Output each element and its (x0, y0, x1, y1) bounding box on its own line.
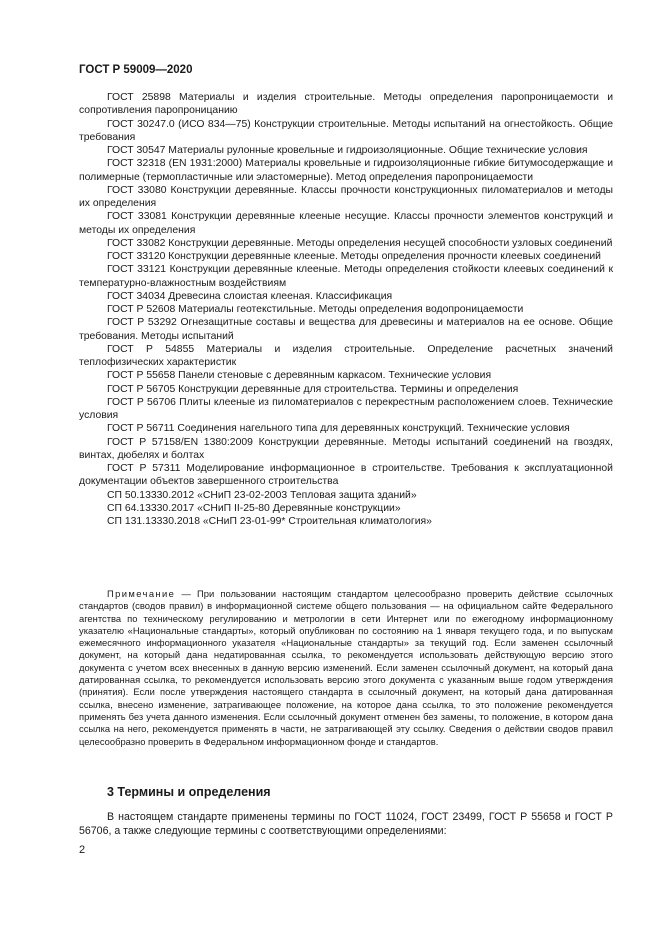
reference-item: ГОСТ 33082 Конструкции деревянные. Методы определения несущей способности узловых соединений (107, 237, 613, 249)
reference-item: ГОСТ 33121 Конструкции деревянные клееные. Методы определения стойкости клеевых соединений к температурно-влажностным воздействиям (79, 264, 613, 289)
reference-item: ГОСТ 25898 Материалы и изделия строительные. Методы определения паропроницаемости и сопротивления паропроницанию (79, 92, 613, 117)
section-intro: В настоящем стандарте применены термины по ГОСТ 11024, ГОСТ 23499, ГОСТ Р 55658 и ГОСТ Р 56706, а также следующие термины с соответствующими определениями: (79, 811, 613, 837)
note-label: Примечание (107, 588, 176, 599)
reference-item: ГОСТ Р 55658 Панели стеновые с деревянным каркасом. Технические условия (107, 370, 492, 382)
reference-item: ГОСТ Р 56711 Соединения нагельного типа для деревянных конструкций. Технические условия (107, 423, 570, 435)
page-number: 2 (79, 844, 86, 856)
note-text: — При пользовании настоящим стандартом целесообразно проверить действие ссылочных стандартов (сводов правил) в информационной системе общего пользования — на официальном сайте Федерального агентства по техническому регулированию и метрологии в сети Интернет или по ежегодному информационному указателю «Национальные стандарты», который опубликован по состоянию на 1 января текущего года, и по выпускам ежемесячного информационного указателя «Национальные стандарты» за текущий год. Если заменен ссылочный документ, на который дана недатированная ссылка, то рекомендуется использовать действующую версию этого документа с учетом всех внесенных в данную версию изменений. Если заменен ссылочный документ, на который дана датированная ссылка, то рекомендуется использовать версию этого документа с указанным выше годом утверждения (принятия). Если после утверждения настоящего стандарта в ссылочный документ, на который дана датированная ссылка, внесено изменение, затрагивающее положение, на которое дана ссылка, то это положение рекомендуется применять без учета данного изменения. Если ссылочный документ отменен без замены, то положение, в котором дана ссылка на него, рекомендуется применять в части, не затрагивающей эту ссылку. Сведения о действии сводов правил целесообразно проверить в Федеральном информационном фонде и стандартов. (79, 588, 613, 747)
reference-item: ГОСТ 33080 Конструкции деревянные. Классы прочности конструкционных пиломатериалов и методы их определения (79, 184, 613, 209)
reference-item: СП 64.13330.2017 «СНиП II-25-80 Деревянные конструкции» (107, 502, 401, 514)
reference-item: СП 50.13330.2012 «СНиП 23-02-2003 Тепловая защита зданий» (107, 489, 417, 501)
reference-item: ГОСТ 30547 Материалы рулонные кровельные и гидроизоляционные. Общие технические условия (107, 145, 588, 156)
reference-item: ГОСТ 33081 Конструкции деревянные клееные несущие. Классы прочности элементов конструкций и методы их определения (79, 211, 613, 236)
normative-references-list (79, 91, 613, 528)
document-header: ГОСТ Р 59009—2020 (79, 64, 193, 76)
reference-item: ГОСТ 30247.0 (ИСО 834—75) Конструкции строительные. Методы испытаний на огнестойкость. Общие требования (79, 118, 613, 143)
reference-item: ГОСТ Р 52608 Материалы геотекстильные. Методы определения водопроницаемости (107, 304, 524, 315)
reference-item: ГОСТ Р 57311 Моделирование информационное в строительстве. Требования к эксплуатационной документации объектов завершенного строительства (79, 463, 613, 488)
references-note (79, 588, 613, 748)
reference-item: ГОСТ Р 57158/EN 1380:2009 Конструкции деревянные. Методы испытаний соединений на гвоздях, винтах, дюбелях и болтах (79, 436, 613, 461)
reference-item: ГОСТ Р 56706 Плиты клееные из пиломатериалов с перекрестным расположением слоев. Технические условия (79, 396, 613, 421)
section-heading: 3 Термины и определения (107, 785, 271, 799)
reference-item: ГОСТ Р 54855 Материалы и изделия строительные. Определение расчетных значений теплофизических характеристик (79, 343, 613, 368)
reference-item: ГОСТ 34034 Древесина слоистая клееная. Классификация (107, 290, 393, 302)
reference-item: ГОСТ Р 56705 Конструкции деревянные для строительства. Термины и определения (107, 383, 519, 395)
reference-item: ГОСТ 32318 (EN 1931:2000) Материалы кровельные и гидроизоляционные гибкие битумосодержащие и полимерные (термопластичные или эластомерные). Метод определения паропроницаемости (79, 158, 613, 183)
reference-item: СП 131.13330.2018 «СНиП 23-01-99* Строительная климатология» (107, 516, 432, 527)
reference-item: ГОСТ 33120 Конструкции деревянные клееные. Методы определения прочности клеевых соединений (107, 251, 601, 262)
reference-item: ГОСТ Р 53292 Огнезащитные составы и вещества для древесины и материалов на ее основе. Общие требования. Методы испытаний (79, 317, 613, 342)
